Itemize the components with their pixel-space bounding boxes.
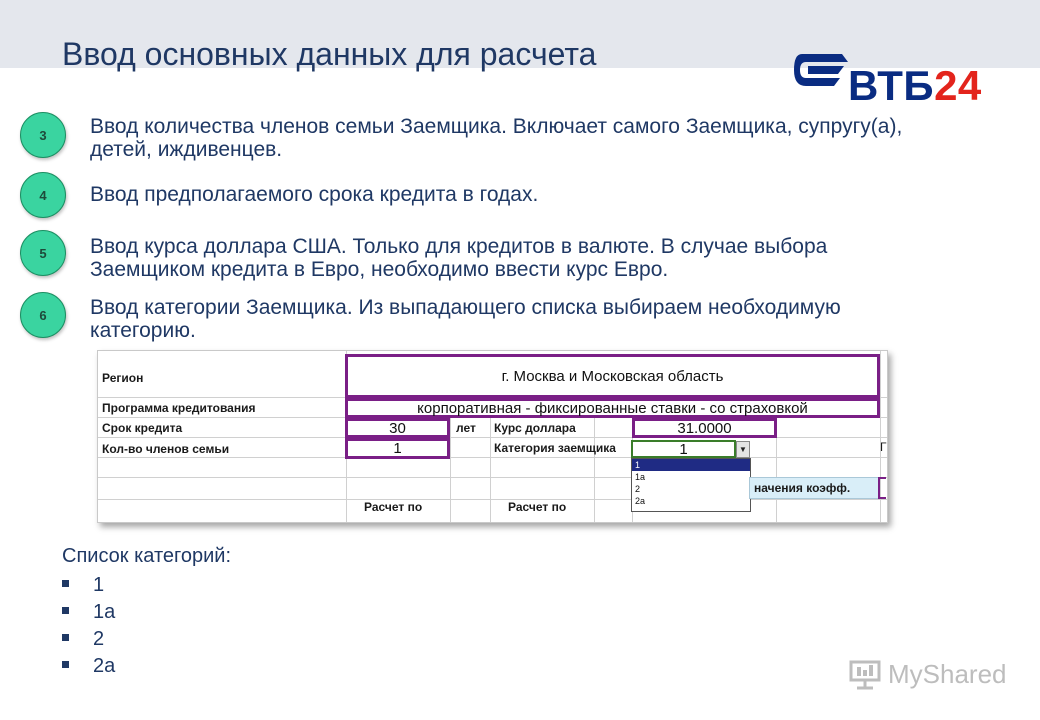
coefficient-values-header: начения коэфф. xyxy=(749,477,880,499)
label-category: Категория заемщика xyxy=(494,441,616,455)
gridline xyxy=(490,417,491,522)
step-text-5 xyxy=(90,235,1020,281)
dropdown-option[interactable]: 1а xyxy=(635,472,646,482)
logo-text xyxy=(848,64,982,108)
bullet-icon xyxy=(62,580,69,587)
myshared-watermark xyxy=(848,658,1008,692)
dropdown-option[interactable]: 2 xyxy=(635,484,641,494)
step-5-line-2: Заемщиком кредита в Евро, необходимо ввести курс Евро. xyxy=(90,258,669,281)
logo-text-number: 24 xyxy=(934,62,982,109)
step-badge-6: 6 xyxy=(20,292,66,338)
step-badge-4: 4 xyxy=(20,172,66,218)
label-years: лет xyxy=(456,421,476,435)
label-term: Срок кредита xyxy=(102,421,183,435)
step-4-line-1: Ввод предполагаемого срока кредита в годах. xyxy=(90,183,539,206)
step-badge-5: 5 xyxy=(20,230,66,276)
exchange-rate-input[interactable]: 31.0000 xyxy=(632,418,777,438)
bullet-icon xyxy=(62,661,69,668)
category-list-item xyxy=(62,601,115,624)
family-count-input[interactable]: 1 xyxy=(345,438,450,459)
category-list-item xyxy=(62,574,104,597)
step-badge-3: 3 xyxy=(20,112,66,158)
step-text-3 xyxy=(90,115,1020,161)
category-list-item-text: 2 xyxy=(93,628,105,650)
column-edge-mark: Г xyxy=(880,440,887,454)
gridline xyxy=(594,417,595,522)
category-dropdown-list[interactable] xyxy=(631,458,751,512)
vtb24-logo xyxy=(794,48,1004,108)
term-input[interactable]: 30 xyxy=(345,418,450,438)
step-text-4 xyxy=(90,183,1020,206)
gridline xyxy=(98,499,887,500)
category-list-item xyxy=(62,628,104,651)
gridline xyxy=(98,457,887,458)
watermark-text: MyShared xyxy=(888,659,1007,689)
step-5-line-1: Ввод курса доллара США. Только для кредитов в валюте. В случае выбора xyxy=(90,235,828,258)
gridline xyxy=(450,417,451,522)
step-3-line-1: Ввод количества членов семьи Заемщика. Включает самого Заемщика, супругу(а), xyxy=(90,115,903,138)
category-dropdown[interactable]: 1 xyxy=(631,440,736,458)
logo-text-main: ВТБ xyxy=(848,62,935,109)
label-rate: Курс доллара xyxy=(494,421,576,435)
label-calc-2: Расчет по xyxy=(508,500,567,514)
label-program: Программа кредитования xyxy=(102,401,256,415)
chevron-down-icon: ▼ xyxy=(739,445,747,454)
label-calc-1: Расчет по xyxy=(364,500,423,514)
page-title: Ввод основных данных для расчета xyxy=(62,36,597,72)
category-list-item-text: 1а xyxy=(93,601,116,623)
dropdown-option[interactable]: 1 xyxy=(632,459,750,471)
step-6-line-2: категорию. xyxy=(90,319,196,342)
vtb-emblem-icon xyxy=(794,50,850,94)
presentation-icon xyxy=(848,658,882,690)
category-list-item xyxy=(62,655,115,678)
category-list-item-text: 1 xyxy=(93,574,105,596)
dropdown-option[interactable]: 2а xyxy=(635,496,646,506)
region-select[interactable]: г. Москва и Московская область xyxy=(345,354,880,398)
step-3-line-2: детей, иждивенцев. xyxy=(90,138,283,161)
step-text-6 xyxy=(90,296,1020,342)
step-6-line-1: Ввод категории Заемщика. Из выпадающего списка выбираем необходимую xyxy=(90,296,841,319)
label-region: Регион xyxy=(102,371,144,385)
bullet-icon xyxy=(62,607,69,614)
coefficient-cell-edge xyxy=(878,477,886,499)
category-dropdown-button[interactable] xyxy=(736,441,750,458)
bullet-icon xyxy=(62,634,69,641)
label-family: Кол-во членов семьи xyxy=(102,442,230,456)
category-list-item-text: 2а xyxy=(93,655,116,677)
program-select[interactable]: корпоративная - фиксированные ставки - со страховкой xyxy=(345,398,880,418)
categories-title: Список категорий: xyxy=(62,545,232,567)
